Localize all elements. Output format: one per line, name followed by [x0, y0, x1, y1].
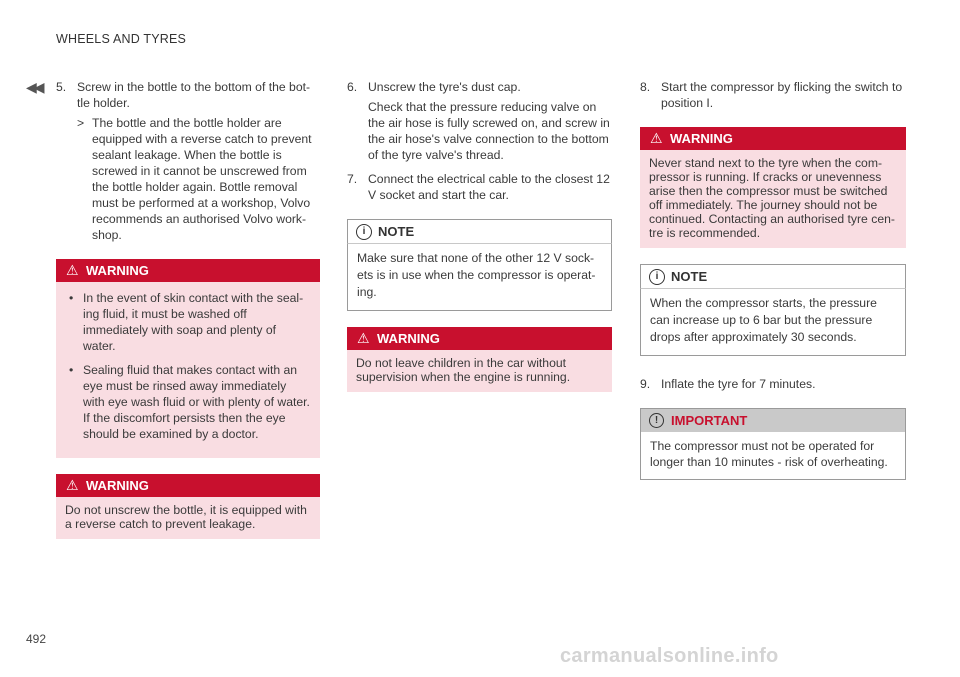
step-6	[347, 79, 612, 163]
step-text: Start the compressor by flicking the switch to position I.	[661, 80, 903, 110]
step-number: 7.	[347, 172, 358, 186]
warning-bullet	[65, 362, 311, 442]
warning-triangle-icon: ⚠	[66, 262, 79, 278]
bullet-icon: •	[69, 363, 74, 377]
watermark-text: carmanualsonline.info	[560, 645, 779, 667]
step-number: 6.	[347, 80, 358, 94]
warning-title: WARNING	[86, 478, 149, 493]
column-1	[56, 79, 320, 553]
warning-title: WARNING	[377, 331, 440, 346]
warning-title: WARNING	[86, 263, 149, 278]
column-3	[640, 79, 906, 494]
result-marker: >	[77, 116, 85, 130]
step-number: 5.	[56, 80, 67, 94]
info-icon: i	[356, 224, 372, 240]
step-number: 8.	[640, 80, 651, 94]
warning-header	[56, 474, 320, 497]
warning-body: Do not unscrew the bottle, it is equipped with a reverse catch to prevent leakage.	[56, 497, 320, 539]
step-result	[77, 115, 320, 243]
important-box-overheating	[640, 408, 906, 480]
note-box-pressure	[640, 264, 906, 356]
warning-header	[56, 259, 320, 282]
step-9	[640, 376, 906, 392]
step-text: Unscrew the tyre's dust cap.	[368, 80, 521, 94]
step-text: Inflate the tyre for 7 minutes.	[661, 377, 816, 391]
warning-title: WARNING	[670, 131, 733, 146]
previous-page-icon[interactable]: ◀◀	[26, 79, 42, 95]
step-7	[347, 171, 612, 203]
exclamation-icon: !	[649, 413, 664, 428]
bullet-text: In the event of skin contact with the seal-ing fluid, it must be washed off immediately with soap and plenty of water.	[83, 291, 304, 353]
warning-box-children	[347, 327, 612, 392]
step-8	[640, 79, 906, 111]
note-box-sockets	[347, 219, 612, 311]
important-title: IMPORTANT	[671, 413, 748, 428]
warning-header	[640, 127, 906, 150]
result-text: The bottle and the bottle holder are equipped with a reverse catch to prevent sealant leakage. When the bottle is screwed in it cannot be unscrewed from the bottle holder again. Bottle removal must be performed at a workshop, Volvo recommends an authorised Volvo work-shop.	[92, 116, 312, 242]
warning-bullet	[65, 290, 311, 354]
note-title: NOTE	[671, 269, 708, 284]
step-text: Screw in the bottle to the bottom of the bot-tle holder.	[77, 80, 311, 110]
step-detail: Check that the pressure reducing valve on the air hose is fully screwed on, and screw in the air hose's valve connection to the bottom of the tyre valve's thread.	[368, 100, 610, 162]
warning-header	[347, 327, 612, 350]
note-header	[347, 219, 612, 243]
warning-body: Do not leave children in the car without supervision when the engine is running.	[347, 350, 612, 392]
warning-triangle-icon: ⚠	[66, 477, 79, 493]
important-body: The compressor must not be operated for longer than 10 minutes - risk of overheating.	[640, 432, 906, 480]
info-icon: i	[649, 269, 665, 285]
page-number: 492	[26, 632, 47, 646]
bullet-text: Sealing fluid that makes contact with an eye must be rinsed away immediately with eye wash fluid or with plenty of water. If the discomfort persists then the eye should be examined by a doctor.	[83, 363, 310, 441]
important-header	[640, 408, 906, 432]
note-header	[640, 264, 906, 288]
step-text: Connect the electrical cable to the closest 12 V socket and start the car.	[368, 172, 610, 202]
warning-box-sealing-fluid	[56, 259, 320, 458]
warning-triangle-icon: ⚠	[650, 130, 663, 146]
warning-body: Never stand next to the tyre when the com-pressor is running. If cracks or unevenness arise then the compressor must be switched off immediately. The journey should not be continued. Contacting an authorised tyre cen-tre is recommended.	[640, 150, 906, 248]
warning-box-compressor	[640, 127, 906, 248]
column-2	[347, 79, 612, 406]
note-body: When the compressor starts, the pressure can increase up to 6 bar but the pressure drops after approximately 30 seconds.	[640, 288, 906, 356]
step-5	[56, 79, 320, 243]
note-title: NOTE	[378, 224, 415, 239]
warning-box-unscrew	[56, 474, 320, 539]
warning-body	[56, 282, 320, 458]
step-number: 9.	[640, 377, 651, 391]
page-header: WHEELS AND TYRES	[56, 32, 187, 46]
warning-triangle-icon: ⚠	[357, 330, 370, 346]
note-body: Make sure that none of the other 12 V sock-ets is in use when the compressor is operat-ing.	[347, 243, 612, 311]
bullet-icon: •	[69, 291, 74, 305]
